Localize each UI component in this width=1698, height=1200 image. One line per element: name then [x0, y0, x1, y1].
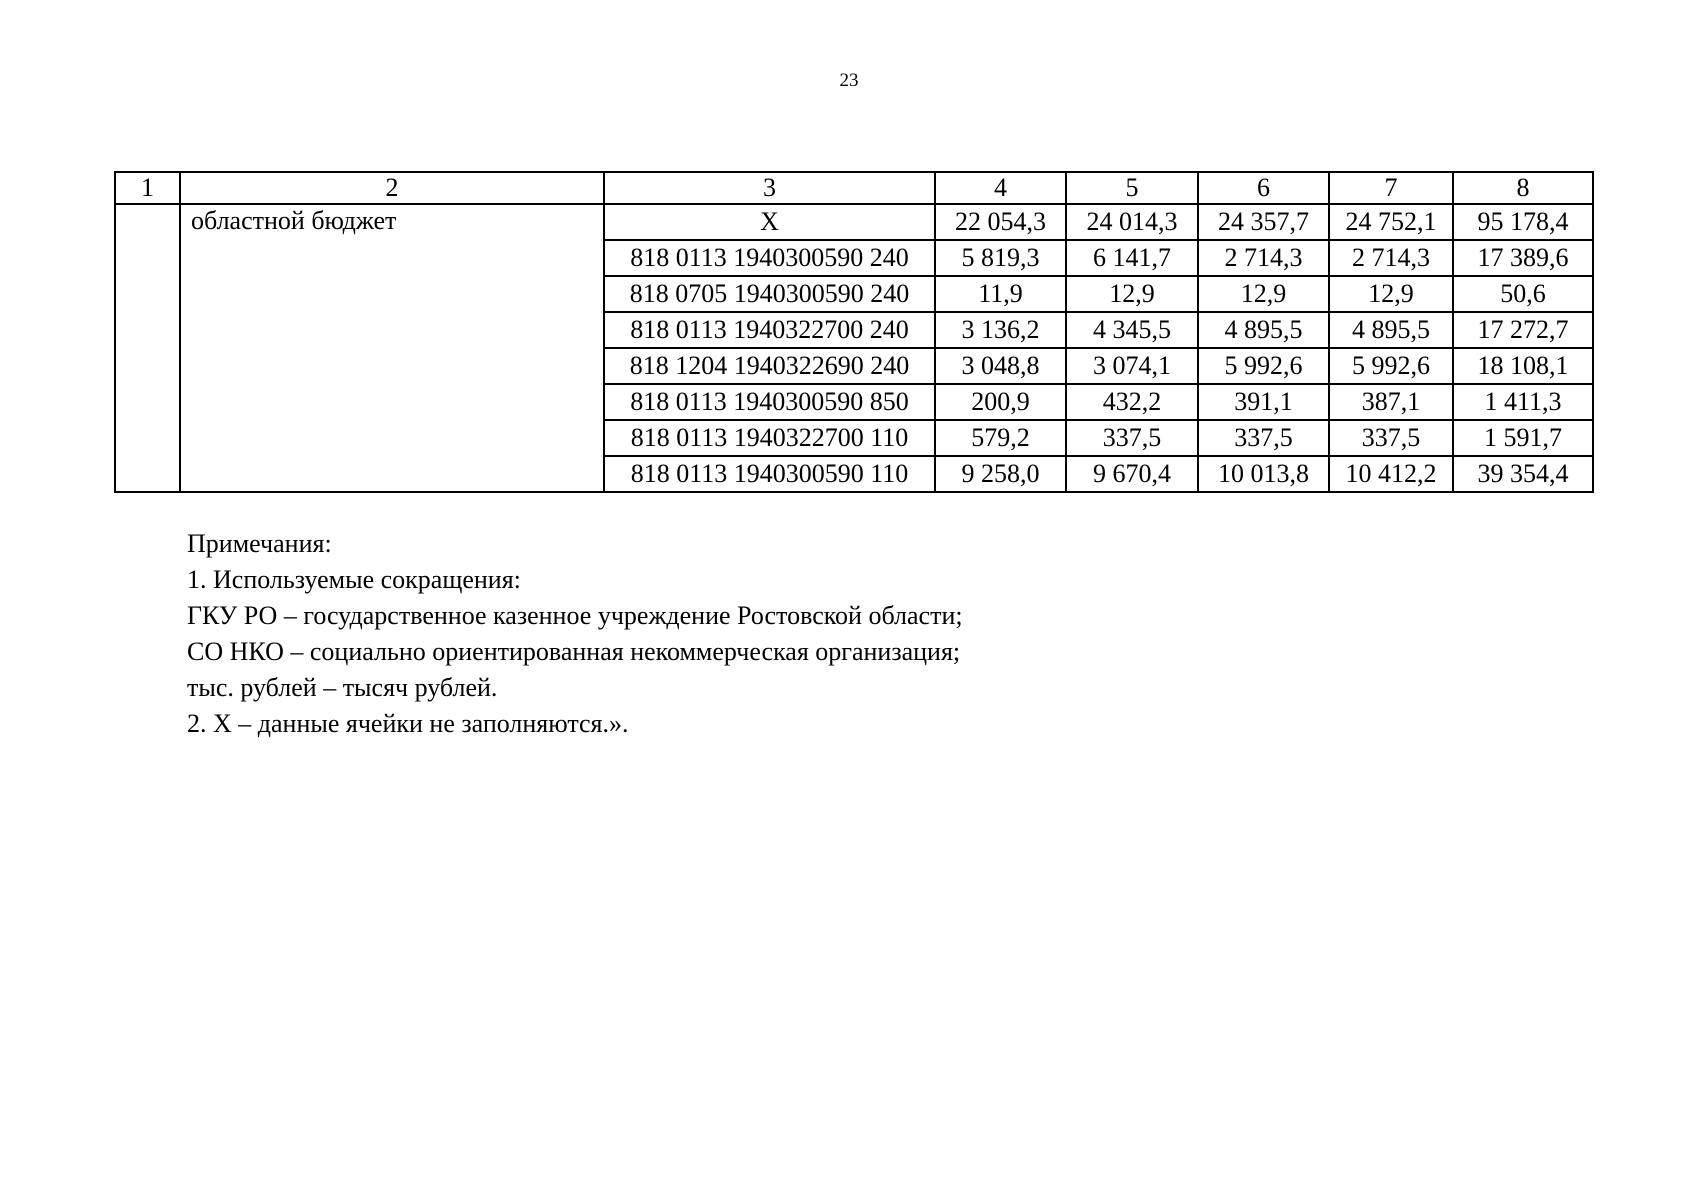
total-cell: 95 178,4: [1453, 204, 1593, 240]
value-cell: 337,5: [1066, 420, 1198, 456]
value-cell: 337,5: [1198, 420, 1329, 456]
value-cell: 432,2: [1066, 384, 1198, 420]
header-cell: 2: [180, 172, 604, 204]
value-cell: 391,1: [1198, 384, 1329, 420]
header-cell: 4: [935, 172, 1066, 204]
header-cell: 1: [115, 172, 180, 204]
value-cell: 9 670,4: [1066, 456, 1198, 492]
value-cell: 2 714,3: [1198, 240, 1329, 276]
code-cell: 818 0113 1940322700 240: [604, 312, 935, 348]
header-cell: 8: [1453, 172, 1593, 204]
value-cell: 12,9: [1066, 276, 1198, 312]
code-cell: 818 0113 1940300590 240: [604, 240, 935, 276]
table-row: [115, 204, 1593, 240]
value-cell: 3 074,1: [1066, 348, 1198, 384]
value-cell: 337,5: [1329, 420, 1453, 456]
value-cell: 5 992,6: [1198, 348, 1329, 384]
page-number: 23: [839, 70, 859, 91]
value-cell: 6 141,7: [1066, 240, 1198, 276]
value-cell: 5 819,3: [935, 240, 1066, 276]
value-cell: 24 752,1: [1329, 204, 1453, 240]
budget-table: [114, 171, 1594, 493]
value-cell: 4 895,5: [1198, 312, 1329, 348]
value-cell: 2 714,3: [1329, 240, 1453, 276]
value-cell: 10 412,2: [1329, 456, 1453, 492]
value-cell: 3 048,8: [935, 348, 1066, 384]
header-cell: 6: [1198, 172, 1329, 204]
total-cell: 18 108,1: [1453, 348, 1593, 384]
note-line: 1. Используемые сокращения:: [187, 565, 521, 594]
header-cell: 5: [1066, 172, 1198, 204]
note-line: 2. Х – данные ячейки не заполняются.».: [187, 709, 629, 738]
budget-source-label: областной бюджет: [180, 204, 604, 492]
code-cell: 818 1204 1940322690 240: [604, 348, 935, 384]
total-cell: 39 354,4: [1453, 456, 1593, 492]
value-cell: 12,9: [1329, 276, 1453, 312]
value-cell: 3 136,2: [935, 312, 1066, 348]
notes-title: Примечания:: [187, 529, 332, 558]
total-cell: 17 272,7: [1453, 312, 1593, 348]
header-cell: 3: [604, 172, 935, 204]
value-cell: 4 345,5: [1066, 312, 1198, 348]
total-cell: 1 591,7: [1453, 420, 1593, 456]
total-cell: 50,6: [1453, 276, 1593, 312]
value-cell: 9 258,0: [935, 456, 1066, 492]
note-line: СО НКО – социально ориентированная некоммерческая организация;: [187, 637, 961, 666]
header-cell: 7: [1329, 172, 1453, 204]
row-number-cell: [115, 204, 180, 492]
code-cell: 818 0113 1940300590 110: [604, 456, 935, 492]
value-cell: 579,2: [935, 420, 1066, 456]
note-line: ГКУ РО – государственное казенное учреждение Ростовской области;: [187, 601, 963, 630]
code-cell: 818 0113 1940300590 850: [604, 384, 935, 420]
value-cell: 4 895,5: [1329, 312, 1453, 348]
value-cell: 10 013,8: [1198, 456, 1329, 492]
value-cell: 387,1: [1329, 384, 1453, 420]
value-cell: 200,9: [935, 384, 1066, 420]
value-cell: 11,9: [935, 276, 1066, 312]
value-cell: 24 357,7: [1198, 204, 1329, 240]
table-header-row: [115, 172, 1593, 204]
total-cell: 17 389,6: [1453, 240, 1593, 276]
notes-section: [187, 526, 963, 742]
total-cell: 1 411,3: [1453, 384, 1593, 420]
value-cell: 5 992,6: [1329, 348, 1453, 384]
value-cell: 22 054,3: [935, 204, 1066, 240]
note-line: тыс. рублей – тысяч рублей.: [187, 673, 498, 702]
code-cell: 818 0113 1940322700 110: [604, 420, 935, 456]
value-cell: 24 014,3: [1066, 204, 1198, 240]
code-cell: Х: [604, 204, 935, 240]
value-cell: 12,9: [1198, 276, 1329, 312]
code-cell: 818 0705 1940300590 240: [604, 276, 935, 312]
